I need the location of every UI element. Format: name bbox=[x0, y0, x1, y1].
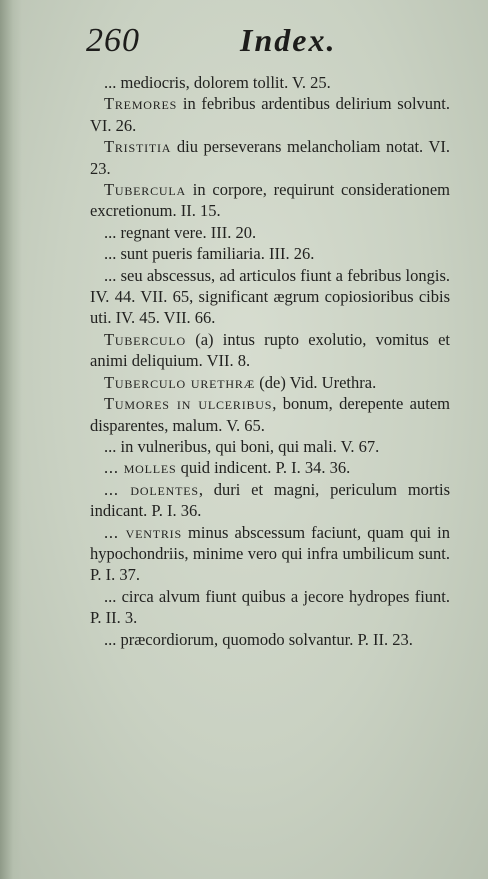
page-number: 260 bbox=[86, 22, 140, 59]
index-entry: ... molles quid indicent. P. I. 34. 36. bbox=[104, 458, 351, 478]
index-entry: Tuberculo (a) intus rupto exolutio, vomitus et animi deliquium. VII. 8. bbox=[90, 329, 450, 371]
index-entry: Tubercula in corpore, requirunt considerationem excretionum. II. 15. bbox=[90, 180, 450, 221]
index-entry: ... sunt pueris familiaria. III. 26. bbox=[104, 244, 315, 264]
index-entry: ... regnant vere. III. 20. bbox=[104, 222, 257, 242]
index-entry: ... seu abscessus, ad articulos fiunt a febribus longis. IV. 44. VII. 65, significant ægrum copiosioribus cibis uti. IV. 45. VII. 66. bbox=[90, 265, 450, 328]
index-entry: Tumores in ulceribus, bonum, derepente autem disparentes, malum. V. 65. bbox=[90, 394, 450, 435]
index-entry: ... circa alvum fiunt quibus a jecore hydropes fiunt. P. II. 3. bbox=[90, 586, 450, 628]
index-entry: Tuberculo urethræ (de) Vid. Urethra. bbox=[104, 372, 377, 392]
index-entry: Tremores in febribus ardentibus delirium solvunt. VI. 26. bbox=[90, 94, 450, 135]
page-title: Index. bbox=[240, 22, 337, 58]
index-entry: ... mediocris, dolorem tollit. V. 25. bbox=[104, 73, 331, 92]
index-entry: ... dolentes, duri et magni, periculum mortis indicant. P. I. 36. bbox=[90, 479, 451, 521]
running-header bbox=[80, 22, 450, 62]
index-entry: ... ventris minus abscessum faciunt, quam qui in hypochondriis, minime vero qui infra umbilicum sunt. P. I. 37. bbox=[90, 522, 451, 585]
index-entry: Tristitia diu perseverans melancholiam notat. VI. 23. bbox=[90, 137, 450, 178]
index-entry: ... præcordiorum, quomodo solvantur. P. II. 23. bbox=[104, 629, 413, 649]
index-entry: ... in vulneribus, qui boni, qui mali. V. 67. bbox=[104, 436, 380, 456]
index-entries bbox=[90, 72, 450, 650]
page-gutter-shadow bbox=[0, 0, 22, 879]
